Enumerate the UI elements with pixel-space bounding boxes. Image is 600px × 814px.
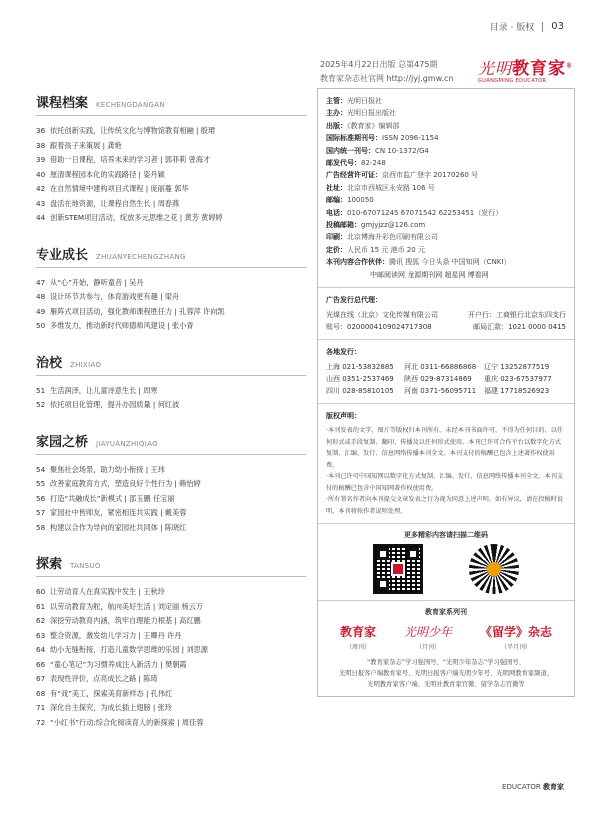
masthead-info — [318, 89, 574, 288]
toc-entry[interactable] — [36, 384, 306, 399]
toc-title: 有“戏”美工，探索美育新样态 | 孔伟红 — [50, 688, 173, 698]
toc-entry[interactable] — [36, 398, 306, 413]
masthead-row: 电话：010-67071245 67071542 62253451（发行） — [326, 208, 503, 217]
toc-entry[interactable] — [36, 506, 306, 521]
distribution-entry: 山西 0351-2537469 — [326, 375, 394, 384]
toc-title: 盘活在地资源，让课程自然生长 | 周春燕 — [50, 198, 180, 208]
toc-title: “小红书”行动:综合化阅读育人的新探索 | 周佳蓉 — [50, 717, 204, 727]
masthead-row: 邮编：100050 — [326, 196, 374, 205]
distribution: 各地发行： 上海 021-53832885 河北 0311-66886868 辽宁 13252877519 山西 0351-2537469 陕西 029-87314869 重庆 023-67537977 四川 028-85810105 河南 0371-56095711 福建 17718526923 — [318, 340, 574, 404]
toc-page-number: 66 — [36, 659, 46, 669]
toc-page-number: 62 — [36, 616, 46, 625]
masthead-row: 广告经营许可证：京西市监广登字 20170260 号 — [326, 171, 479, 180]
magazine-logo: 光明少年 （月刊） — [403, 625, 452, 652]
masthead-row: 主办：光明日报出版社 — [326, 109, 396, 118]
masthead-row: 国际标准期刊号：ISSN 2096-1154 — [326, 134, 439, 143]
toc-title: 家园社中皆师友，紧密相连共实践 | 戴美蓉 — [50, 508, 187, 517]
toc-entry[interactable] — [36, 600, 306, 615]
section-title-en: ZHUANYECHENGZHANG — [96, 252, 186, 261]
toc-title: 创新STEM项目活动，绽放多元思维之花 | 黄芳 黄婷婷 — [50, 213, 223, 222]
toc-entry[interactable] — [36, 477, 306, 492]
qr-section: 更多精彩内容请扫描二维码 — [318, 524, 574, 601]
toc-entry[interactable] — [36, 290, 306, 305]
masthead-row: 印刷：北京博海升彩色印刷有限公司 — [326, 233, 438, 242]
issue-date: 2025年4月22日出版 总第475期 — [320, 60, 438, 69]
distribution-entry: 四川 028-85810105 — [326, 387, 394, 396]
toc-page-number: 67 — [36, 674, 46, 683]
section-title-cn: 课程档案 — [36, 96, 89, 111]
logo-subtitle: GUANGMING EDUCATOR — [478, 78, 547, 84]
toc-title: 聚焦社会场景，助力幼小衔接 | 王玮 — [50, 464, 165, 474]
toc-entry[interactable] — [36, 182, 306, 197]
toc-entry[interactable] — [36, 124, 306, 139]
toc-section — [36, 92, 306, 226]
series-channel-line: 光明日报客户端教育家号、光明日报客户端光明少年号、光明网教育家频道、 — [338, 670, 554, 678]
toc-title: 依托项目化管理，提升办园质量 | 何红波 — [50, 400, 180, 409]
series-section: 教育家系列刊 教育家 （周刊） 光明少年 （月刊） 《留学》杂志 （半月刊） “教育家杂志”学习强国号、“光明少年杂志”学习强国号、 光明日报客户端教育家号、光明日报客户端光明少年号、光明网教育家频道、 光明教育家客户端、光明社教育家官微、留学杂志官微等 — [318, 601, 574, 696]
toc-entry[interactable] — [36, 672, 306, 687]
toc-title: 依托创新实践，让传统文化与博物馆教育相融 | 殷珺 — [50, 126, 216, 135]
toc-entry[interactable] — [36, 305, 306, 320]
series-channel-line: 光明教育家客户端、光明社教育家官微、留学杂志官微等 — [367, 681, 525, 689]
section-title-cn: 治校 — [36, 355, 63, 371]
page-number: 03 — [551, 21, 564, 32]
toc-title: 构建以合作为导向的家园社共同体 | 陈晓红 — [50, 522, 187, 532]
toc-title: 幼小无缝衔接，打造儿童数学思维的乐园 | 刘思源 — [50, 645, 208, 654]
toc-entry[interactable] — [36, 585, 306, 600]
toc-page-number: 43 — [36, 198, 46, 208]
toc-page-number: 42 — [36, 184, 46, 193]
toc-page-number: 48 — [36, 292, 46, 301]
masthead-row: 国内统一刊号：CN 10-1372/G4 — [326, 146, 429, 155]
section-heading — [36, 431, 306, 455]
toc-title: 整合资源，激发幼儿学习力 | 王卿丹 许丹 — [50, 630, 182, 640]
website: 教育家杂志社官网 http://jyj.gmw.cn — [320, 74, 454, 83]
toc-entry[interactable] — [36, 197, 306, 212]
toc-section — [36, 244, 306, 334]
section-title-en: KECHENGDANGAN — [96, 101, 165, 109]
mini-program-code-icon[interactable] — [469, 544, 519, 594]
toc-title: 深挖劳动教育内涵，筑牢自理能力根基 | 高红鹏 — [50, 616, 201, 625]
toc-title: 让劳动育人在真实践中发生 | 王秋玲 — [50, 587, 165, 596]
section-title-en: ZHIXIAO — [70, 360, 102, 369]
masthead-row: 投稿邮箱：gmjyjzz@126.com — [326, 221, 426, 230]
magazine-logo: 《留学》杂志 （半月刊） — [479, 625, 552, 652]
toc-page-number: 54 — [36, 464, 46, 474]
toc-title: 设计环节共参与，体育游戏更有趣 | 梁舟 — [50, 292, 180, 301]
toc-page-number: 57 — [36, 508, 46, 517]
header-section: 目录 · 版权 — [489, 23, 535, 33]
section-heading — [36, 92, 306, 116]
toc-entry[interactable] — [36, 614, 306, 629]
toc-title: 雁阵式项目活动，强化教师课程胜任力 | 孔蓉萍 许向凯 — [50, 306, 225, 316]
table-of-contents — [36, 92, 306, 730]
section-title-cn: 专业成长 — [36, 247, 89, 263]
toc-page-number: 51 — [36, 385, 46, 395]
masthead-panel — [317, 88, 575, 697]
distribution-entry: 上海 021-53832885 — [326, 363, 394, 372]
toc-entry[interactable] — [36, 463, 306, 478]
toc-title: 跟着孩子来策展 | 龚艳 — [50, 140, 122, 150]
toc-page-number: 68 — [36, 688, 46, 698]
toc-entry[interactable] — [36, 521, 306, 536]
publication-info — [320, 58, 453, 86]
toc-entry[interactable] — [36, 276, 306, 291]
toc-page-number: 38 — [36, 140, 46, 150]
page-header — [490, 20, 564, 33]
toc-page-number: 36 — [36, 126, 46, 135]
toc-page-number: 63 — [36, 630, 46, 640]
toc-page-number: 71 — [36, 703, 46, 712]
toc-entry[interactable] — [36, 319, 306, 334]
masthead-row: 定价：人民币 15 元 港币 20 元 — [326, 245, 425, 254]
toc-title: 借助一日课程，培养未来的学习者 | 郭菲莉 曾海才 — [50, 155, 211, 164]
distribution-entry: 河北 0311-66886868 — [404, 363, 477, 372]
toc-page-number: 52 — [36, 400, 46, 409]
toc-entry[interactable] — [36, 716, 306, 731]
toc-title: 厘清课程园本化的实践路径 | 姿丹颖 — [50, 169, 165, 179]
toc-title: 表现性评价，点亮成长之路 | 陈琦 — [50, 674, 158, 683]
copyright-paragraph: ·本刊已许可中国知网以数字化方式复制、汇编、发行、信息网络传播本刊全文。本刊支付的稿酬已包含中国知网著作权使用费。 — [326, 473, 564, 492]
ad-agent: 广告发行总代理： 光煤在线（北京）文化传媒有限公司 开户行：工商银行北京东四支行 账号：0200004109024717308 邮局汇款：1021 0000 0415 — [318, 288, 574, 340]
toc-entry[interactable] — [36, 658, 306, 673]
toc-entry[interactable] — [36, 629, 306, 644]
partners-line-2: 中邮阅读网 龙源期刊网 超星网 博看网 — [370, 270, 489, 279]
toc-page-number: 60 — [36, 587, 46, 596]
toc-entry[interactable] — [36, 643, 306, 658]
copyright-notice: 版权声明： ·本刊发表的文字、图片等版权归本刊所有。未经本刊书面许可，不得为任何目的、以任何形式或手段复制、翻印、传播及以任何形式使用。本刊已许可合作平台以数字化方式复制、汇编、发行、信息网络传播本刊全文。本刊支付的稿酬已包含上述著作权使用费。 ·本刊已许可中国知网以数字化方式复制、汇编、发行、信息网络传播本刊全文。本刊支付的稿酬已包含中国知网著作权使用费。 ·所有署名作者向本刊提交文章发表之行为视为同意上述声明。如有异议，请在投稿时说明，本刊将按作者说明处理。 — [318, 404, 574, 524]
distribution-entry: 辽宁 13252877519 — [484, 363, 550, 372]
toc-entry[interactable] — [36, 139, 306, 154]
toc-page-number: 72 — [36, 717, 46, 727]
section-title-cn: 家园之桥 — [36, 434, 89, 450]
toc-entry[interactable] — [36, 153, 306, 168]
toc-page-number: 40 — [36, 169, 46, 179]
section-heading — [36, 553, 306, 577]
header-divider — [542, 22, 543, 32]
brand-logo: 光明教育家® GUANGMING EDUCATOR — [478, 54, 578, 84]
toc-page-number: 55 — [36, 479, 46, 488]
toc-title: “童心笔记”为习惯养成注入新活力 | 樊朝霞 — [50, 659, 187, 669]
toc-section — [36, 553, 306, 730]
distribution-entry: 河南 0371-56095711 — [404, 387, 477, 396]
copyright-paragraph: ·所有署名作者向本刊提交文章发表之行为视为同意上述声明。如有异议，请在投稿时说明，本刊将按作者说明处理。 — [326, 496, 564, 515]
series-channel-line: “教育家杂志”学习强国号、“光明少年杂志”学习强国号、 — [367, 659, 525, 667]
toc-section — [36, 431, 306, 536]
magazine-logo: 教育家 （周刊） — [339, 625, 376, 652]
masthead-row: 主管：光明日报社 — [326, 97, 382, 105]
distribution-entry: 福建 17718526923 — [484, 387, 550, 396]
toc-page-number: 44 — [36, 213, 46, 222]
toc-entry[interactable] — [36, 492, 306, 507]
toc-page-number: 49 — [36, 306, 46, 316]
qr-code-icon[interactable] — [373, 544, 423, 594]
section-heading — [36, 352, 306, 376]
toc-title: 在自然情境中建构项目式课程 | 庞丽蔓 郭华 — [50, 184, 189, 193]
section-title-en: JIAYUANZHIQIAO — [96, 439, 158, 448]
toc-title: 生活润泽，让儿童诗意生长 | 周寒 — [50, 385, 158, 395]
masthead-row: 邮发代号：82-248 — [326, 159, 386, 168]
toc-page-number: 61 — [36, 601, 46, 611]
toc-page-number: 64 — [36, 645, 46, 654]
masthead-row: 本刊内容合作伙伴：腾讯 搜狐 今日头条 中国知网（CNKI） — [326, 258, 511, 267]
toc-title: 从“心”开始，静听童音 | 吴丹 — [50, 277, 144, 287]
toc-entry[interactable] — [36, 701, 306, 716]
section-heading — [36, 244, 306, 268]
section-title-cn: 探索 — [36, 557, 63, 572]
toc-title: 多维发力，推动新时代师德师风建设 | 张小青 — [50, 321, 194, 330]
toc-page-number: 56 — [36, 493, 46, 503]
toc-page-number: 39 — [36, 155, 46, 164]
toc-page-number: 58 — [36, 522, 46, 532]
toc-entry[interactable] — [36, 168, 306, 183]
toc-title: 改善家庭教育方式，塑造良好个性行为 | 赖怡婷 — [50, 479, 201, 488]
masthead-row: 社址：北京市西城区永安路 106 号 — [326, 183, 435, 192]
toc-entry[interactable] — [36, 211, 306, 226]
distribution-entry: 重庆 023-67537977 — [484, 375, 552, 384]
distribution-entry: 陕西 029-87314869 — [404, 375, 472, 384]
copyright-paragraph: ·本刊发表的文字、图片等版权归本刊所有。未经本刊书面许可，不得为任何目的、以任何形式或手段复制、翻印、传播及以任何形式使用。本刊已许可合作平台以数字化方式复制、汇编、发行、信息网络传播本刊全文。本刊支付的稿酬已包含上述著作权使用费。 — [326, 427, 564, 469]
section-title-en: TANSUO — [70, 562, 101, 570]
toc-section — [36, 352, 306, 413]
toc-page-number: 47 — [36, 277, 46, 287]
page-footer: EDUCATOR 教育家 — [502, 783, 564, 791]
toc-title: 以劳动教育为舵，航向美好生活 | 刘定丽 杨云万 — [50, 601, 204, 611]
toc-entry[interactable] — [36, 687, 306, 702]
toc-title: 深化自主探究，为成长插上翅膀 | 张玲 — [50, 703, 172, 712]
toc-page-number: 50 — [36, 321, 46, 330]
toc-title: 打造“共融成长”新模式 | 邵玉鹏 任宝丽 — [50, 493, 175, 503]
masthead-row: 出版：《教育家》编辑部 — [326, 121, 400, 130]
